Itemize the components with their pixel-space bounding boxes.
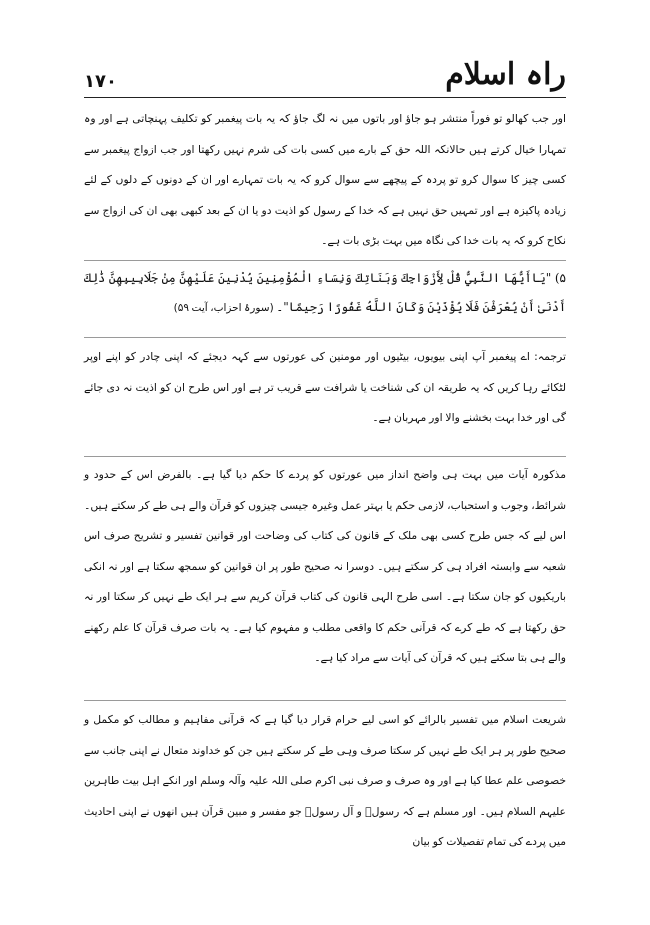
paragraph-divider (84, 700, 566, 701)
paragraph-divider (84, 260, 566, 261)
paragraph-divider (84, 456, 566, 457)
paragraph-divider (84, 337, 566, 338)
quran-verse-paragraph (84, 264, 566, 323)
quran-verse-text: ۵) "يَاأَيُّهَا النَّبِيُّ قُلْ لِأَزْوَاجِكَ وَبَنَاتِكَ وَنِسَاءِ الْمُؤْمِنِينَ يُدْنِينَ عَلَيْهِنَّ مِنْ جَلَابِيبِهِنَّ ذَٰلِكَ أَدْنَىٰ أَنْ يُعْرَفْنَ فَلَا يُؤْذَيْنَ وَكَانَ اللَّهُ غَفُورًا رَحِيمًا"۔ (84, 271, 566, 314)
paragraph-1: اور جب کھالو تو فوراً منتشر ہو جاؤ اور باتوں میں نہ لگ جاؤ کہ یہ بات پیغمبر کو تکلیف پہنچاتی ہے اور وہ تمہارا خیال کرتے ہیں حالانکہ اللہ حق کے بارے میں کسی بات کی شرم نہیں رکھتا اور جب ازواج پیغمبر سے کسی چیز کا سوال کرو تو پردہ کے پیچھے سے سوال کرو کہ یہ بات تمہارے اور ان کے دونوں کے دلوں کے لئے زیادہ پاکیزہ ہے اور تمہیں حق نہیں ہے کہ خدا کے رسول کو اذیت دو یا ان کے بعد کبھی بھی ان کی ازواج سے نکاح کرو کہ یہ بات خدا کی نگاہ میں بہت بڑی بات ہے۔ (84, 112, 566, 247)
page-number: ۱۷۰ (84, 71, 117, 92)
book-title: راہ اسلام (445, 57, 566, 92)
translation-paragraph: ترجمہ: اے پیغمبر آپ اپنی بیویوں، بیٹیوں اور مومنین کی عورتوں سے کہہ دیجئے کہ اپنی چادر کو اپنے اوپر لٹکائے رہا کریں کہ یہ طریقہ ان کی شناخت یا شرافت سے قریب تر ہے اور اس طرح ان کو اذیت نہ دی جائے گی اور خدا بہت بخشنے والا اور مہربان ہے۔ (84, 350, 566, 424)
paragraph-tafsir: شریعت اسلام میں تفسیر بالرائے کو اسی لیے حرام قرار دیا گیا ہے کہ قرآنی مفاہیم و مطالب کو مکمل و صحیح طور پر ہر ایک طے نہیں کر سکتا صرف وہی طے کر سکتے ہیں جن کو خداوند متعال نے اپنی جانب سے خصوصی علم عطا کیا ہے اور وہ صرف و صرف نبی اکرم صلی اللہ علیہ وآلہ وسلم اور انکے اہل بیت طاہرین علیہم السلام ہیں۔ اور مسلم ہے کہ رسولؐ و آل رسولؐ جو مفسر و مبین قرآن ہیں انھوں نے اپنی احادیث میں پردے کی تمام تفصیلات کو بیان (84, 713, 566, 848)
paragraph-commentary: مذکورہ آیات میں بہت ہی واضح انداز میں عورتوں کو پردے کا حکم دیا گیا ہے۔ بالفرض اس کے حدود و شرائط، وجوب و استحباب، لازمی حکم یا بہتر عمل وغیرہ جیسی چیزوں کو قرآن والے ہی طے کر سکتے ہیں۔ اس لیے کہ جس طرح کسی بھی ملک کے قانون کی کتاب کی وضاحت اور قوانین تفسیر و تشریح صرف اس شعبہ سے وابستہ افراد ہی کر سکتے ہیں۔ دوسرا نہ صحیح طور پر ان قوانین کو سمجھ سکتا ہے اور نہ انکی باریکیوں کو جان سکتا ہے۔ اسی طرح الہی قانون کی کتاب قرآن کریم سے ہر ایک طے نہیں کر سکتا اور نہ حق رکھتا ہے کہ طے کرے کہ قرآنی حکم کا واقعی مطلب و مفہوم کیا ہے۔ یہ بات صرف قرآن کا علم رکھنے والے ہی بتا سکتے ہیں کہ قرآن کی آیات سے مراد کیا ہے۔ (84, 468, 566, 664)
page-body (84, 0, 566, 925)
verse-reference: (سورۂ احزاب، آیت ۵۹) (173, 302, 277, 314)
